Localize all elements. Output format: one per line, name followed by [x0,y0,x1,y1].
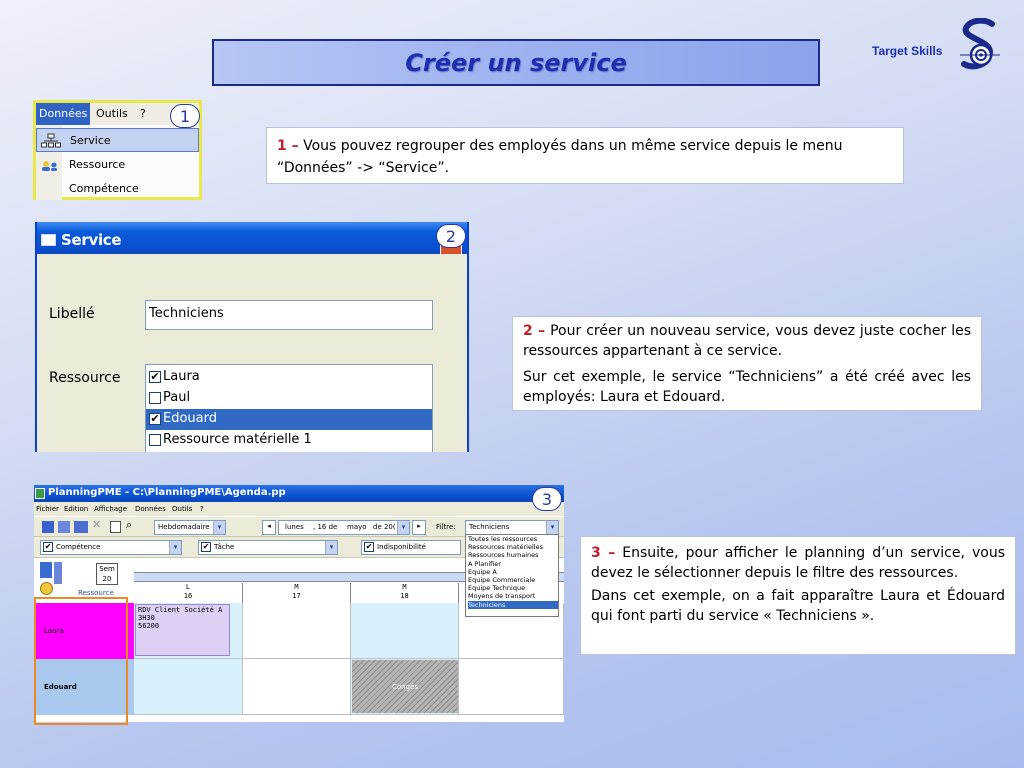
tache-select[interactable] [198,540,338,555]
filter-option[interactable]: Ressources humaines [468,551,539,560]
event-code: 56200 [138,622,160,630]
calendar-icon[interactable] [110,521,121,533]
date-num: , 16 de [313,523,338,531]
menu-edition[interactable]: Edition [64,505,89,513]
ressource-label: Ressource [49,370,121,386]
planning-cell[interactable] [134,659,243,715]
checkbox-checked[interactable]: ✔ [150,412,160,425]
day-column-header [351,583,459,603]
planning-titlebar [34,485,564,502]
planning-cell[interactable] [243,603,351,659]
note-step-1 [266,127,904,184]
checkbox-unchecked[interactable] [149,434,161,446]
planning-cell[interactable] [243,659,351,715]
menu-affichage[interactable]: Affichage [94,505,127,513]
date-year: de 20( [373,523,396,531]
planning-cell[interactable] [351,603,459,659]
tache-label: Tâche [214,543,235,551]
menu-outils[interactable]: Outils [96,107,128,120]
indisponibilite-select[interactable] [361,540,461,555]
ressource-label: Paul [163,390,191,405]
date-picker[interactable] [278,520,410,535]
menu-help[interactable]: ? [200,505,204,513]
toolbar-button-icon[interactable] [42,521,54,533]
filter-dropdown-list [465,534,559,617]
leave-block[interactable] [352,660,458,713]
libelle-input[interactable]: Techniciens [145,300,433,330]
day-column-header [134,583,243,603]
checkbox-unchecked[interactable] [149,392,161,404]
ressource-row-laura[interactable] [146,367,432,388]
chevron-down-icon: ▾ [169,541,181,554]
day-column-header [243,583,351,603]
note-number: 2 – [523,323,546,339]
planning-tool-icon[interactable] [40,562,52,578]
day-number: 16 [183,592,193,600]
menu-item-service[interactable] [36,128,199,152]
planning-event[interactable] [135,604,230,656]
menu-item-label: Compétence [69,182,139,195]
filter-label: Filtre: [436,523,456,531]
planning-window-title: PlanningPME - C:\PlanningPME\Agenda.pp [48,487,286,498]
ressource-label: Edouard [163,411,217,426]
indisponibilite-checkbox[interactable]: ✔ [365,542,373,551]
resource-name: Edouard [44,683,77,691]
slide-title-box [212,39,820,86]
note-step-2 [512,316,982,411]
planning-tool-icon[interactable] [54,562,62,584]
target-skills-logo-icon [956,18,1002,76]
ressource-row-edouard[interactable] [146,409,432,430]
chevron-down-icon: ▾ [213,521,225,534]
day-letter: M [402,583,407,591]
highlight-frame [34,597,128,725]
menu-item-label: Ressource [69,158,126,171]
slide-title: Créer un service [405,48,627,77]
search-icon[interactable]: ⌕ [126,518,133,531]
ressource-row-materiel[interactable] [146,430,432,451]
checkbox-checked[interactable]: ✔ [150,370,160,383]
note-text: Dans cet exemple, on a fait apparaître Laura et Édouard qui font parti du service « Techniciens ». [591,588,1005,624]
date-month: mayo [347,523,367,531]
filter-option[interactable]: Ressources matérielles [468,543,543,552]
chevron-down-icon: ▾ [546,521,558,534]
ressource-list [145,364,433,452]
day-letter: M [294,583,299,591]
dialog-titlebar [37,222,467,254]
view-select-value: Hebdomadaire [158,523,210,531]
dialog-title: Service [61,231,122,249]
day-number: 18 [400,592,409,600]
menu-item-ressource[interactable] [36,153,199,177]
note-step-3 [580,536,1016,655]
menu-item-label: Service [70,134,111,147]
event-duration: 3H30 [138,614,155,622]
week-value: 20 [102,575,112,583]
week-label: Sem [99,565,115,573]
competence-select[interactable] [40,540,182,555]
next-date-button[interactable]: ▸ [412,520,426,535]
ressource-header: Ressource [78,589,114,597]
org-chart-icon [41,133,61,149]
clock-icon[interactable] [40,582,53,595]
day-number: 17 [292,592,301,600]
filter-option[interactable]: Equipe Technique [468,584,526,593]
chevron-down-icon: ▾ [325,541,337,554]
filter-option[interactable]: Equipe A [468,567,497,576]
note-number: 3 – [591,545,616,561]
planning-cell[interactable] [459,659,564,715]
competence-label: Compétence [56,543,101,551]
menu-donnees[interactable]: Données [135,505,166,513]
resource-name: Laura [44,627,64,635]
note-text: Vous pouvez regrouper des employés dans un même service depuis le menu “Données” -> “Service”. [277,138,843,176]
menu-item-competence[interactable] [36,177,199,201]
note-text: Pour créer un nouveau service, vous devez juste cocher les ressources appartenant à ce service. [523,323,971,359]
toolbar-button-icon[interactable] [74,521,88,533]
tache-checkbox[interactable]: ✔ [202,542,210,551]
event-title: RDV Client Société A [138,606,223,614]
filter-option[interactable]: Equipe Commerciale [468,576,536,585]
delete-icon[interactable]: ✕ [92,518,102,531]
step-number-2: 2 [436,224,466,248]
users-icon [40,157,60,173]
window-icon [41,234,56,246]
step-number-3: 3 [532,487,562,511]
brand-name: Target Skills [872,44,943,58]
view-select[interactable] [154,520,226,535]
note-text: Ensuite, pour afficher le planning d’un service, vous devez le sélectionner depuis le filtre des ressources. [591,545,1005,581]
menu-outils[interactable]: Outils [172,505,193,513]
leave-label: Congés [391,682,418,691]
service-dialog-screenshot [35,222,469,452]
filter-option[interactable]: Toutes les ressources [468,535,538,543]
note-number: 1 – [277,138,299,154]
ressource-label: Laura [163,369,200,384]
libelle-label: Libellé [49,306,95,322]
filter-option[interactable]: Moyens de transport [468,592,536,601]
planning-menu-bar [34,502,564,516]
ressource-label: Ressource matérielle 1 [163,432,312,447]
indisponibilite-label: Indisponibilité [377,543,426,551]
day-letter: L [185,583,191,591]
note-text: Sur cet exemple, le service “Techniciens” a été créé avec les employés: Laura et Edouard. [523,369,971,405]
competence-checkbox[interactable]: ✔ [44,542,52,551]
ressource-row-paul[interactable] [146,388,432,409]
planning-left-header [34,558,134,602]
toolbar-button-icon[interactable] [58,521,70,533]
app-icon [35,488,45,499]
filter-option-selected[interactable]: Techniciens [468,601,558,609]
date-day: lunes [285,523,304,531]
filter-select-value: Techniciens [469,523,510,531]
chevron-down-icon: ▾ [397,521,409,534]
menu-fichier[interactable]: Fichier [36,505,59,513]
prev-date-button[interactable]: ◂ [262,520,276,535]
filter-select[interactable] [465,520,559,535]
menu-help[interactable]: ? [140,107,146,120]
filter-option[interactable]: A Planifier [468,559,501,568]
week-box[interactable] [96,563,118,585]
menu-donnees[interactable]: Données [36,103,90,125]
step-number-1: 1 [170,104,200,128]
